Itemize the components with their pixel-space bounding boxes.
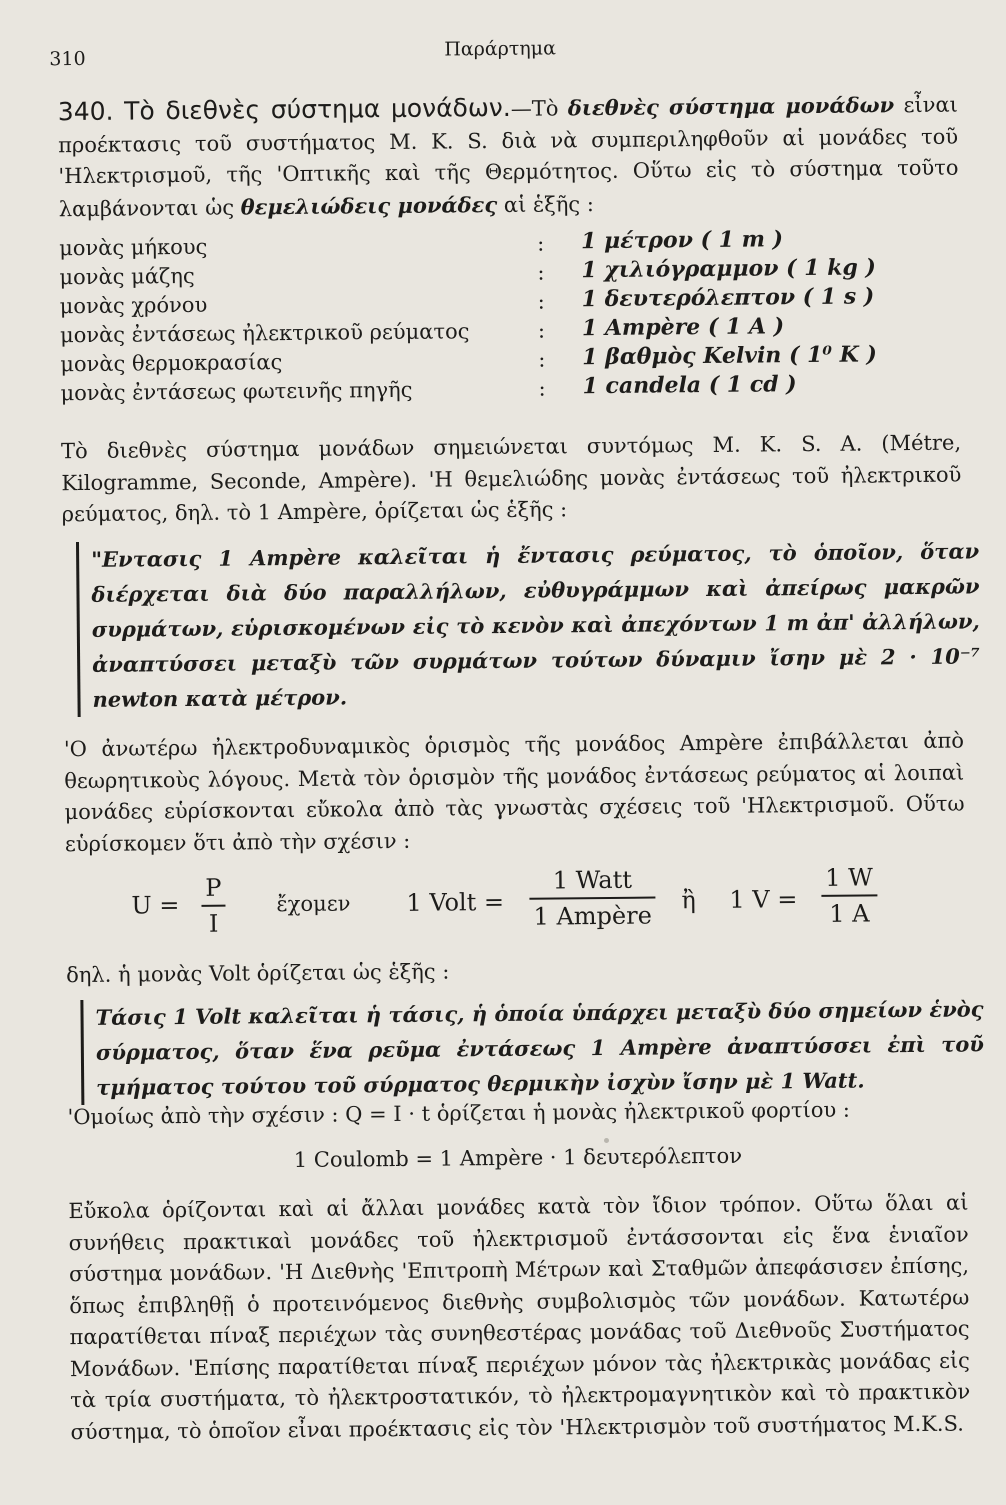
intro-end: αἱ ἑξῆς : [497,191,594,217]
intro-bold-term: διεθνὲς σύστημα μονάδων [567,92,895,121]
unit-colon: : [537,318,546,343]
fraction-numerator: 1 W [825,863,873,892]
fraction-w-over-a [821,862,877,929]
paragraph-derived-units: 'Ο ἀνωτέρω ἠλεκτροδυναμικὸς ὁρισμὸς τῆς μονάδος Ampère ἐπιβάλλεται ἀπὸ θεωρητικοὺς λόγους. Μετὰ τὸν ὁρισμὸν τῆς μονάδος ἐντάσεως ρεύματος αἱ λοιπαὶ μονάδες εὑρίσκονται εὔκολα ἀπὸ τὰς γνωστὰς σχέσεις τοῦ 'Ηλεκτρισμοῦ. Οὕτω εὑρίσκομεν ὅτι ἀπὸ τὴν σχέσιν : [63,728,965,856]
unit-name: μονὰς χρόνου [59,292,208,319]
eq-or: ἢ [681,886,696,915]
unit-name: μονὰς μάζης [59,263,195,290]
section-title: 340. Τὸ διεθνὲς σύστημα μονάδων. [57,92,511,127]
unit-name: μονὰς μήκους [59,234,208,261]
eq-v-lhs: 1 V = [729,885,798,914]
eq-echomen: ἔχομεν [276,891,351,917]
unit-value: 1 Ampère ( 1 A ) [581,313,785,342]
ampere-definition: "Εντασις 1 Ampère καλεῖται ἡ ἔντασις ρεύματος, τὸ ὁποῖον, ὅταν διέρχεται διὰ δύο παραλλήλων, εὐθυγράμμων καὶ ἀπείρως μακρῶν συρμάτων, εὑρισκομένων εἰς τὸ κενὸν καὶ ἀπεχόντων 1 m ἀπ' ἀλλήλων, ἀναπτύσσει μεταξὺ τῶν συρμάτων τούτων δύναμιν ἴσην μὲ 2 · 10⁻⁷ newton κατὰ μέτρον. [76,533,981,717]
fundamental-units-list [59,228,961,411]
fraction-bar [821,894,877,897]
paragraph-final: Εὔκολα ὁρίζονται καὶ αἱ ἄλλαι μονάδες κατὰ τὸν ἴδιον τρόπον. Οὕτω ὅλαι αἱ συνήθεις πρακτικαὶ μονάδες τοῦ ἠλεκτρισμοῦ ἐντάσσονται εἰς ἕνα ἑνιαῖον σύστημα μονάδων. 'Η Διεθνὴς 'Επιτροπὴ Μέτρων καὶ Σταθμῶν ἀπεφάσισεν ἐπίσης, ὅπως ἐπιβληθῇ ὁ προτεινόμενος διεθνὴς συμβολισμὸς τῶν μονάδων. Κατωτέρω παρατίθεται πίναξ περιέχων τὰς συνηθεστέρας μονάδας τοῦ Διεθνοῦς Συστήματος Μονάδων. 'Επίσης παρατίθεται πίναξ περιέχων μόνον τὰς ἠλεκτρικὰς μονάδας εἰς τὰ τρία συστήματα, τὸ ἠλεκτροστατικόν, τὸ ἠλεκτρομαγνητικὸν καὶ τὸ πρακτικὸν σύστημα, τὸ ὁποῖον εἶναι προέκτασις εἰς τὸν 'Ηλεκτρισμὸν τοῦ συστήματος M.K.S. [68,1190,971,1444]
fraction-denominator: I [208,909,219,938]
fraction-numerator: P [205,873,222,902]
page-header [49,33,989,72]
coulomb-equation: 1 Coulomb = 1 Ampère · 1 δευτερόλεπτον [293,1143,743,1172]
unit-value: 1 χιλιόγραμμον ( 1 kg ) [581,254,876,284]
fraction-bar [201,905,225,907]
unit-value: 1 δευτερόλεπτον ( 1 s ) [581,283,875,313]
unit-value: 1 βαθμὸς Kelvin ( 1⁰ K ) [582,341,878,371]
intro-text: εἶναι προέκτασις τοῦ συστήματος M. K. S. διὰ νὰ συμπεριληφθοῦν αἱ μονάδες τοῦ 'Ηλεκτρισμοῦ, τῆς 'Οπτικῆς καὶ τῆς Θερμότητος. Οὕτω εἰς τὸ σύστημα τοῦτο λαμβάνονται ὡς [58,92,959,221]
fraction-denominator: 1 Ampère [533,901,652,931]
intro-bold-term-2: θεμελιώδεις μονάδες [240,191,498,219]
fraction-numerator: 1 Watt [552,865,633,895]
fraction-p-over-i [201,873,226,939]
unit-name: μονὰς ἐντάσεως φωτεινῆς πηγῆς [60,377,413,406]
volt-definition: Τάσις 1 Volt καλεῖται ἡ τάσις, ἡ ὁποία ὑπάρχει μεταξὺ δύο σημείων ἑνὸς σύρματος, ὅταν ἕνα ρεῦμα ἐντάσεως 1 Ampère ἀναπτύσσει ἐπὶ τοῦ τμήματος τούτου τοῦ σύρματος θερμικὴν ἰσχὺν ἴσην μὲ 1 Watt. [80,991,984,1105]
paragraph-mksa: Τὸ διεθνὲς σύστημα μονάδων σημειώνεται συντόμως M. K. S. A. (Métre, Kilogramme, Seconde, Ampère). 'Η θεμελιώδης μονὰς ἐντάσεως τοῦ ἠλεκτρικοῦ ρεύματος, δηλ. τὸ 1 Ampère, ὁρίζεται ὡς ἑξῆς : [60,430,962,527]
unit-colon: : [537,231,545,256]
paragraph-charge: 'Ομοίως ἀπὸ τὴν σχέσιν : Q = I · t ὁρίζεται ἡ μονὰς ἠλεκτρικοῦ φορτίου : [67,1097,851,1130]
unit-name: μονὰς ἐντάσεως ἠλεκτρικοῦ ρεύματος [59,319,470,348]
eq-u-lhs: U = [131,891,180,920]
page-number: 310 [49,47,86,71]
fraction-denominator: 1 A [829,899,870,928]
unit-name: μονὰς θερμοκρασίας [60,350,283,377]
unit-colon: : [538,347,546,372]
unit-colon: : [538,376,546,401]
intro-dash: —Τὸ [510,96,568,121]
paragraph-volt-intro: δηλ. ἡ μονὰς Volt ὁρίζεται ὡς ἑξῆς : [66,959,450,988]
unit-value: 1 μέτρον ( 1 m ) [580,226,784,255]
section-intro [58,88,959,226]
unit-colon: : [537,260,545,285]
running-head: Παράρτημα [444,37,557,61]
unit-colon: : [537,289,545,314]
fraction-bar [529,897,655,900]
paper-blemish [604,1138,609,1143]
fraction-watt-over-ampere [529,865,656,932]
volt-equation [131,858,912,945]
unit-value: 1 candela ( 1 cd ) [582,371,797,400]
eq-volt-lhs: 1 Volt = [406,887,505,917]
